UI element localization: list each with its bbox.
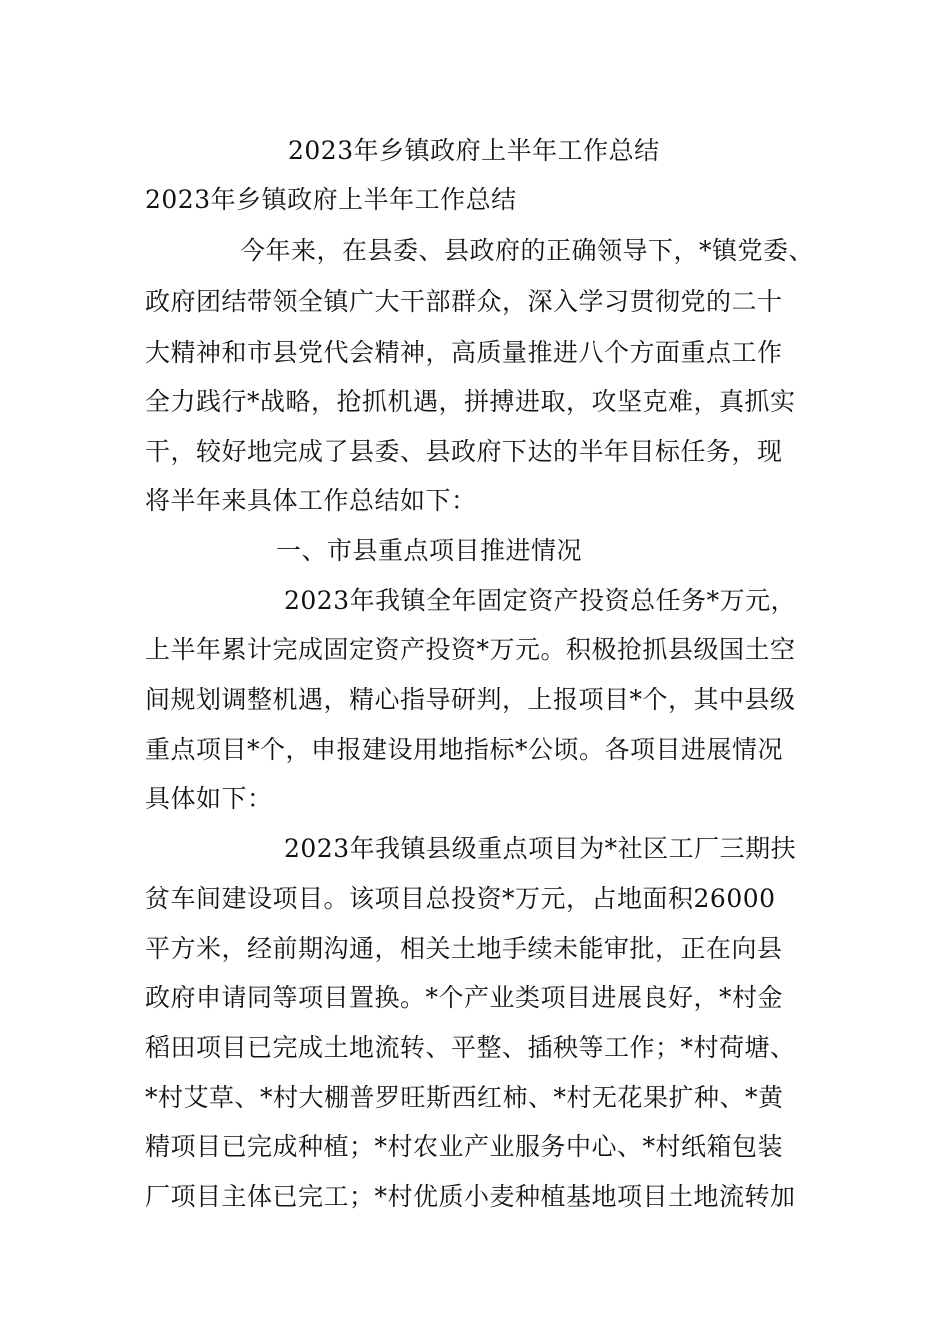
intro-line: 干，较好地完成了县委、县政府下达的半年目标任务，现 xyxy=(145,437,783,466)
intro-line: 政府团结带领全镇广大干部群众，深入学习贯彻党的二十 xyxy=(145,287,783,316)
paragraph-line: 具体如下： xyxy=(145,784,273,813)
paragraph-line: 精项目已完成种植；*村农业产业服务中心、*村纸箱包装 xyxy=(145,1132,784,1161)
paragraph-line: 间规划调整机遇，精心指导研判，上报项目*个，其中县级 xyxy=(145,685,796,714)
paragraph-line: *村艾草、*村大棚普罗旺斯西红柿、*村无花果扩种、*黄 xyxy=(145,1083,784,1112)
intro-line: 全力践行*战略，抢抓机遇，拼搏进取，攻坚克难，真抓实 xyxy=(145,387,796,416)
intro-line: 将半年来具体工作总结如下： xyxy=(145,486,477,515)
paragraph-line: 上半年累计完成固定资产投资*万元。积极抢抓县级国土空 xyxy=(145,635,796,664)
intro-line: 大精神和市县党代会精神，高质量推进八个方面重点工作 xyxy=(145,338,783,367)
paragraph-line: 2023年我镇全年固定资产投资总任务*万元， xyxy=(284,586,797,615)
document-subtitle: 2023年乡镇政府上半年工作总结 xyxy=(145,185,517,214)
section-heading: 一、市县重点项目推进情况 xyxy=(276,536,583,565)
paragraph-line: 厂项目主体已完工；*村优质小麦种植基地项目土地流转加 xyxy=(145,1182,796,1211)
paragraph-line: 政府申请同等项目置换。*个产业类项目进展良好，*村金 xyxy=(145,983,784,1012)
intro-line: 今年来，在县委、县政府的正确领导下，*镇党委、 xyxy=(240,236,815,265)
document-title: 2023年乡镇政府上半年工作总结 xyxy=(288,136,660,165)
paragraph-line: 稻田项目已完成土地流转、平整、插秧等工作；*村荷塘、 xyxy=(145,1033,796,1062)
paragraph-line: 平方米，经前期沟通，相关土地手续未能审批，正在向县 xyxy=(145,934,783,963)
paragraph-line: 贫车间建设项目。该项目总投资*万元，占地面积26000 xyxy=(145,884,776,913)
paragraph-line: 重点项目*个，申报建设用地指标*公顷。各项目进展情况 xyxy=(145,735,784,764)
paragraph-line: 2023年我镇县级重点项目为*社区工厂三期扶 xyxy=(284,834,797,863)
